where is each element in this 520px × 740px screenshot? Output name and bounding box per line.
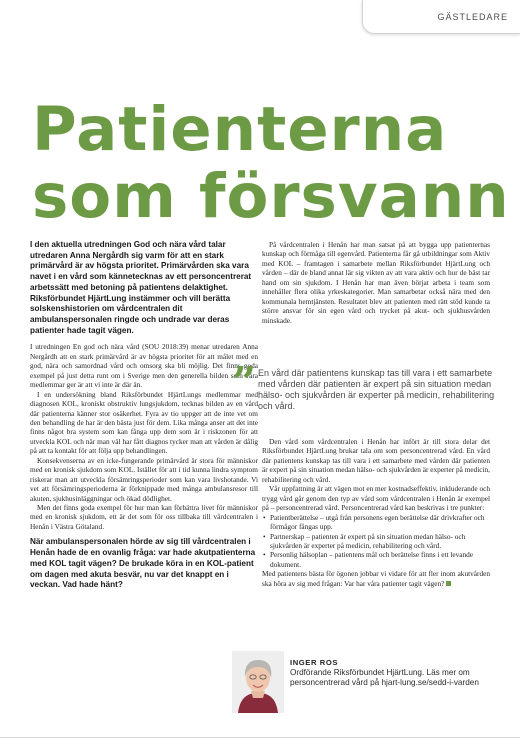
- bottom-divider: [0, 737, 520, 738]
- body-paragraph: Vår uppfattning är att vägen mot en mer kostnadseffektiv, inkluderande och trygg vård går genom den typ av vård som vårdcentralen i Henån är exempel på – personcentrerad vård. Personcentrerad vård kan beskrivas i tre punkter:: [262, 484, 490, 513]
- end-mark-icon: [446, 581, 451, 586]
- right-column: [262, 240, 490, 325]
- body-paragraph: Men det finns goda exempel för hur man kan förbättra livet för människor med en kronisk sjukdom, ett är det som för oss tillbaka till vårdcentralen i Henån i Västra Götaland.: [30, 503, 258, 531]
- headline: [32, 94, 510, 232]
- section-label: GÄSTLEDARE: [437, 12, 508, 22]
- pull-quote-text: En vård där patientens kunskap tas till vara i ett samarbete med vården där patienten är expert på sin situation medan hälso- och sjukvården är experter på medicin, rehabilitering och vård.: [258, 368, 495, 411]
- bullet-item: • Partnerskap – patienten är expert på sin situation medan hälso- och sjukvården är experter på medicin, rehabilitering och vård.: [262, 532, 490, 551]
- body-paragraph: I utredningen En god och nära vård (SOU 2018:39) menar utredaren Anna Nergårdh att en stark primärvård är av högsta prioritet för att målet med en god, nära och samordnad vård och omsorg ska bli möjlig. Det finns goda exempel på just detta runt om i Sverige men den generella bilden som våra medlemmar ger är att vi inte är där än.: [30, 342, 258, 390]
- pull-quote: [232, 358, 500, 428]
- closing-paragraph: [262, 569, 490, 588]
- body-paragraph: På vårdcentralen i Henån har man satsat på att bygga upp patienternas kunskap och förmåga till egenvård. Patienterna får gå utbildningar som Aktiv med KOL – framtagen i samarbete mellan Riksförbundet HjärtLung och vården – där de bland annat lär sig vikten av att vara aktiv och hur de bäst tar hand om sin sjukdom. I Henån har man även börjat arbeta i team som innehåller flera olika yrkeskategorier. Man samarbetar också nära med den kommunala hemtjänsten. Resultatet blev att patienten med rätt stöd kunde ta större ansvar för sin egen vård och trycket på akut- och sjukhusvården minskade.: [262, 240, 490, 325]
- right-column-lower: [262, 437, 490, 588]
- bullet-list: [262, 513, 490, 570]
- lead-paragraph: I den aktuella utredningen God och nära vård talar utredaren Anna Nergårdh sig varm för att en stark primärvård är av högsta prioritet. Primärvården ska vara navet i en vård som kännetecknas av ett personcentrerat arbetssätt med betoning på patientens delaktighet. Riksförbundet HjärtLung instämmer och vill berätta solskenshistorien om vårdcentralen dit ambulanspersonalen ringde och undrade var deras patienter hade tagit vägen.: [30, 240, 252, 335]
- headline-line-1: Patienterna: [32, 94, 448, 165]
- author-photo: [232, 651, 284, 713]
- body-paragraph: I en undersökning bland Riksförbundet HjärtLungs medlemmar med diagnosen KOL, kroniskt obstruktiv lungsjukdom, tecknas bilden av en vård där patienterna känner stor osäkerhet. Fyra av tio uppger att de inte vet om den behandling de har är den bästa just för dem. Lika många anser att det inte finns något bra system som kan fånga upp dem som är i riskzonen för att utveckla KOL och när man väl har fått diagnos tycker man att vården är dålig på att ta kontakt för att följa upp behandlingen.: [30, 389, 258, 456]
- bullet-item: • Patientberättelse – utgå från personens egen berättelse där drivkrafter och förmågor fångas upp.: [262, 513, 490, 532]
- question-paragraph: När ambulanspersonalen hörde av sig till vårdcentralen i Henån hade de en ovanlig fråga: var hade akutpatienterna med KOL tagit vägen? De brukade köra in en KOL-patient om dagen med akuta besvär, nu var det knappt en i veckan. Vad hade hänt?: [30, 537, 256, 590]
- headline-line-2: som försvann: [32, 161, 510, 232]
- author-bio: Ordförande Riksförbundet HjärtLung. Läs mer om personcentrerad vård på hjart-lung.se/sedd-i-varden: [290, 668, 479, 688]
- body-paragraph: Konsekvenserna av en icke-fungerande primärvård är stora för människor med en kronisk sjukdom som KOL. Istället för att i tid kunna lindra symptom riskerar man att utveckla försämringsperioder som kan vara livshotande. Vi vet att försämringsperioderna är förknippade med många ambulansresor till akuten, sjukhusinläggningar och ökad dödlighet.: [30, 455, 258, 503]
- bullet-item: • Personlig hälsoplan – patientens mål och berättelse finns i ett levande dokument.: [262, 550, 490, 569]
- author-name: INGER ROS: [290, 658, 339, 667]
- left-body: [30, 342, 258, 531]
- author-info: [290, 658, 500, 688]
- body-paragraph: Den vård som vårdcentralen i Henån har infört är till stora delar det Riksförbundet HjärtLung brukar tala om som personcentrerad vård. En vård där patientens kunskap tas till vara i ett samarbete med vården där patienten är expert på sin situation medan hälso- och sjukvården är experter på medicin, rehabilitering och vård.: [262, 437, 490, 484]
- quote-mark-icon: ”: [232, 358, 257, 407]
- left-column: [30, 240, 258, 591]
- closing-text: Med patientens bästa för ögonen jobbar vi vidare för att fler inom akutvården ska höra av sig med frågan: Var har våra patienter tagit vägen?: [262, 569, 490, 588]
- section-tab: [362, 0, 520, 34]
